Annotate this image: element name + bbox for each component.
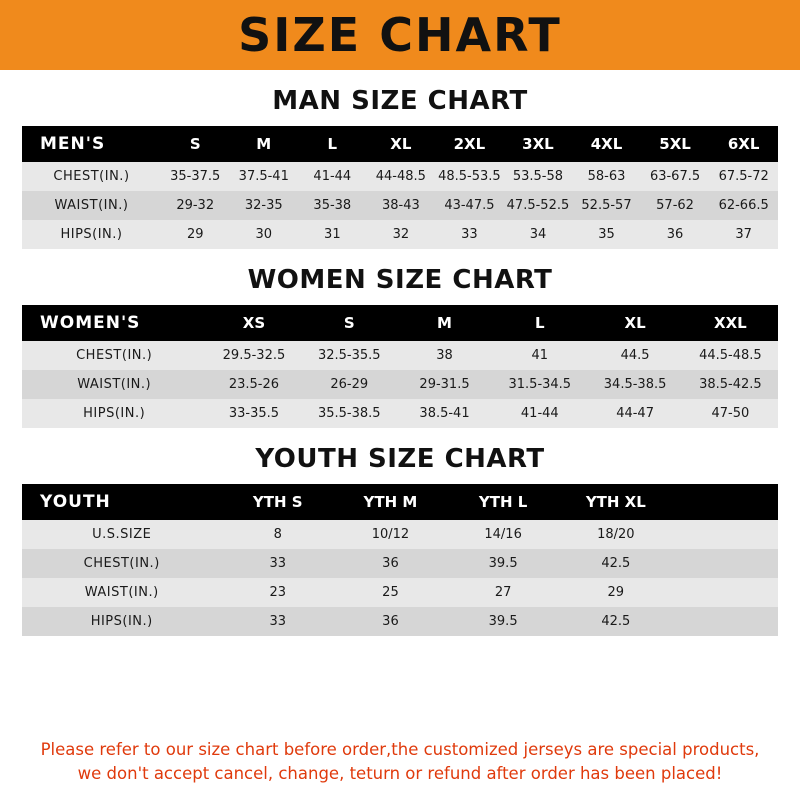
men-hips-l: 31 bbox=[298, 220, 367, 249]
women-chest-l: 41 bbox=[492, 341, 587, 370]
men-waist-s: 29-32 bbox=[161, 191, 230, 220]
men-header-label: MEN'S bbox=[22, 126, 161, 162]
youth-header-s: YTH S bbox=[221, 484, 334, 520]
youth-chest-m: 36 bbox=[334, 549, 447, 578]
men-row-hips-label: HIPS(IN.) bbox=[22, 220, 161, 249]
men-header-m: M bbox=[230, 126, 299, 162]
men-waist-xl: 38-43 bbox=[367, 191, 436, 220]
youth-table-head bbox=[22, 484, 778, 520]
youth-chest-xl: 42.5 bbox=[559, 549, 672, 578]
footer-note-line-1: Please refer to our size chart before order,the customized jerseys are special products, bbox=[40, 740, 760, 760]
men-hips-4xl: 35 bbox=[572, 220, 641, 249]
youth-spacer-cell bbox=[672, 578, 778, 607]
youth-hips-s: 33 bbox=[221, 607, 334, 636]
men-chest-l: 41-44 bbox=[298, 162, 367, 191]
men-hips-3xl: 34 bbox=[504, 220, 573, 249]
table-row bbox=[22, 191, 778, 220]
women-chest-xxl: 44.5-48.5 bbox=[683, 341, 778, 370]
men-row-chest-label: CHEST(IN.) bbox=[22, 162, 161, 191]
women-header-label: WOMEN'S bbox=[22, 305, 206, 341]
table-row bbox=[22, 549, 778, 578]
men-waist-4xl: 52.5-57 bbox=[572, 191, 641, 220]
women-header-l: L bbox=[492, 305, 587, 341]
men-waist-m: 32-35 bbox=[230, 191, 299, 220]
men-waist-3xl: 47.5-52.5 bbox=[504, 191, 573, 220]
women-hips-xl: 44-47 bbox=[587, 399, 682, 428]
table-row bbox=[22, 520, 778, 549]
men-size-table bbox=[22, 126, 778, 249]
men-waist-l: 35-38 bbox=[298, 191, 367, 220]
youth-header-l: YTH L bbox=[447, 484, 560, 520]
men-header-l: L bbox=[298, 126, 367, 162]
women-hips-xs: 33-35.5 bbox=[206, 399, 301, 428]
youth-header-label: YOUTH bbox=[22, 484, 221, 520]
youth-ussize-m: 10/12 bbox=[334, 520, 447, 549]
women-header-xxl: XXL bbox=[683, 305, 778, 341]
women-header-xl: XL bbox=[587, 305, 682, 341]
men-row-waist-label: WAIST(IN.) bbox=[22, 191, 161, 220]
youth-waist-xl: 29 bbox=[559, 578, 672, 607]
women-waist-l: 31.5-34.5 bbox=[492, 370, 587, 399]
men-chest-4xl: 58-63 bbox=[572, 162, 641, 191]
youth-row-chest-label: CHEST(IN.) bbox=[22, 549, 221, 578]
women-waist-xxl: 38.5-42.5 bbox=[683, 370, 778, 399]
page-title: SIZE CHART bbox=[238, 8, 562, 62]
youth-waist-m: 25 bbox=[334, 578, 447, 607]
youth-waist-l: 27 bbox=[447, 578, 560, 607]
youth-chest-l: 39.5 bbox=[447, 549, 560, 578]
men-chest-5xl: 63-67.5 bbox=[641, 162, 710, 191]
women-section-title: WOMEN SIZE CHART bbox=[247, 265, 553, 295]
men-hips-5xl: 36 bbox=[641, 220, 710, 249]
youth-ussize-xl: 18/20 bbox=[559, 520, 672, 549]
youth-chest-s: 33 bbox=[221, 549, 334, 578]
women-row-waist-label: WAIST(IN.) bbox=[22, 370, 206, 399]
women-chest-s: 32.5-35.5 bbox=[302, 341, 397, 370]
table-row bbox=[22, 370, 778, 399]
men-chest-xl: 44-48.5 bbox=[367, 162, 436, 191]
table-row bbox=[22, 578, 778, 607]
women-waist-xs: 23.5-26 bbox=[206, 370, 301, 399]
men-table-head bbox=[22, 126, 778, 162]
women-table-head bbox=[22, 305, 778, 341]
men-hips-xl: 32 bbox=[367, 220, 436, 249]
women-row-chest-label: CHEST(IN.) bbox=[22, 341, 206, 370]
men-header-2xl: 2XL bbox=[435, 126, 504, 162]
women-row-hips-label: HIPS(IN.) bbox=[22, 399, 206, 428]
youth-hips-xl: 42.5 bbox=[559, 607, 672, 636]
men-header-s: S bbox=[161, 126, 230, 162]
table-header-row bbox=[22, 305, 778, 341]
men-waist-2xl: 43-47.5 bbox=[435, 191, 504, 220]
youth-spacer-cell bbox=[672, 549, 778, 578]
youth-table-body bbox=[22, 520, 778, 636]
youth-row-waist-label: WAIST(IN.) bbox=[22, 578, 221, 607]
table-row bbox=[22, 399, 778, 428]
women-size-table bbox=[22, 305, 778, 428]
chart-content bbox=[0, 70, 800, 800]
youth-header-spacer bbox=[672, 484, 778, 520]
men-header-3xl: 3XL bbox=[504, 126, 573, 162]
men-section-title: MAN SIZE CHART bbox=[272, 86, 528, 116]
youth-row-ussize-label: U.S.SIZE bbox=[22, 520, 221, 549]
women-table-body bbox=[22, 341, 778, 428]
youth-ussize-l: 14/16 bbox=[447, 520, 560, 549]
table-header-row bbox=[22, 484, 778, 520]
women-hips-l: 41-44 bbox=[492, 399, 587, 428]
women-waist-s: 26-29 bbox=[302, 370, 397, 399]
header-banner bbox=[0, 0, 800, 70]
youth-size-table bbox=[22, 484, 778, 636]
men-chest-6xl: 67.5-72 bbox=[709, 162, 778, 191]
men-hips-2xl: 33 bbox=[435, 220, 504, 249]
men-header-xl: XL bbox=[367, 126, 436, 162]
men-chest-3xl: 53.5-58 bbox=[504, 162, 573, 191]
youth-spacer-cell bbox=[672, 520, 778, 549]
men-chest-m: 37.5-41 bbox=[230, 162, 299, 191]
women-chest-xs: 29.5-32.5 bbox=[206, 341, 301, 370]
women-hips-m: 38.5-41 bbox=[397, 399, 492, 428]
men-table-body bbox=[22, 162, 778, 249]
youth-header-xl: YTH XL bbox=[559, 484, 672, 520]
women-chest-xl: 44.5 bbox=[587, 341, 682, 370]
women-header-s: S bbox=[302, 305, 397, 341]
youth-hips-l: 39.5 bbox=[447, 607, 560, 636]
women-hips-s: 35.5-38.5 bbox=[302, 399, 397, 428]
youth-header-m: YTH M bbox=[334, 484, 447, 520]
men-hips-m: 30 bbox=[230, 220, 299, 249]
men-waist-6xl: 62-66.5 bbox=[709, 191, 778, 220]
table-row bbox=[22, 220, 778, 249]
women-waist-m: 29-31.5 bbox=[397, 370, 492, 399]
women-hips-xxl: 47-50 bbox=[683, 399, 778, 428]
youth-spacer-cell bbox=[672, 607, 778, 636]
men-header-6xl: 6XL bbox=[709, 126, 778, 162]
men-chest-s: 35-37.5 bbox=[161, 162, 230, 191]
footer-note bbox=[22, 728, 778, 800]
men-waist-5xl: 57-62 bbox=[641, 191, 710, 220]
youth-section-title: YOUTH SIZE CHART bbox=[255, 444, 545, 474]
footer-note-line-2: we don't accept cancel, change, teturn or refund after order has been placed! bbox=[77, 764, 723, 784]
youth-ussize-s: 8 bbox=[221, 520, 334, 549]
women-chest-m: 38 bbox=[397, 341, 492, 370]
table-row bbox=[22, 607, 778, 636]
women-header-m: M bbox=[397, 305, 492, 341]
men-header-4xl: 4XL bbox=[572, 126, 641, 162]
men-chest-2xl: 48.5-53.5 bbox=[435, 162, 504, 191]
men-hips-6xl: 37 bbox=[709, 220, 778, 249]
men-hips-s: 29 bbox=[161, 220, 230, 249]
table-row bbox=[22, 341, 778, 370]
table-header-row bbox=[22, 126, 778, 162]
table-row bbox=[22, 162, 778, 191]
women-waist-xl: 34.5-38.5 bbox=[587, 370, 682, 399]
women-header-xs: XS bbox=[206, 305, 301, 341]
youth-hips-m: 36 bbox=[334, 607, 447, 636]
youth-row-hips-label: HIPS(IN.) bbox=[22, 607, 221, 636]
men-header-5xl: 5XL bbox=[641, 126, 710, 162]
youth-waist-s: 23 bbox=[221, 578, 334, 607]
